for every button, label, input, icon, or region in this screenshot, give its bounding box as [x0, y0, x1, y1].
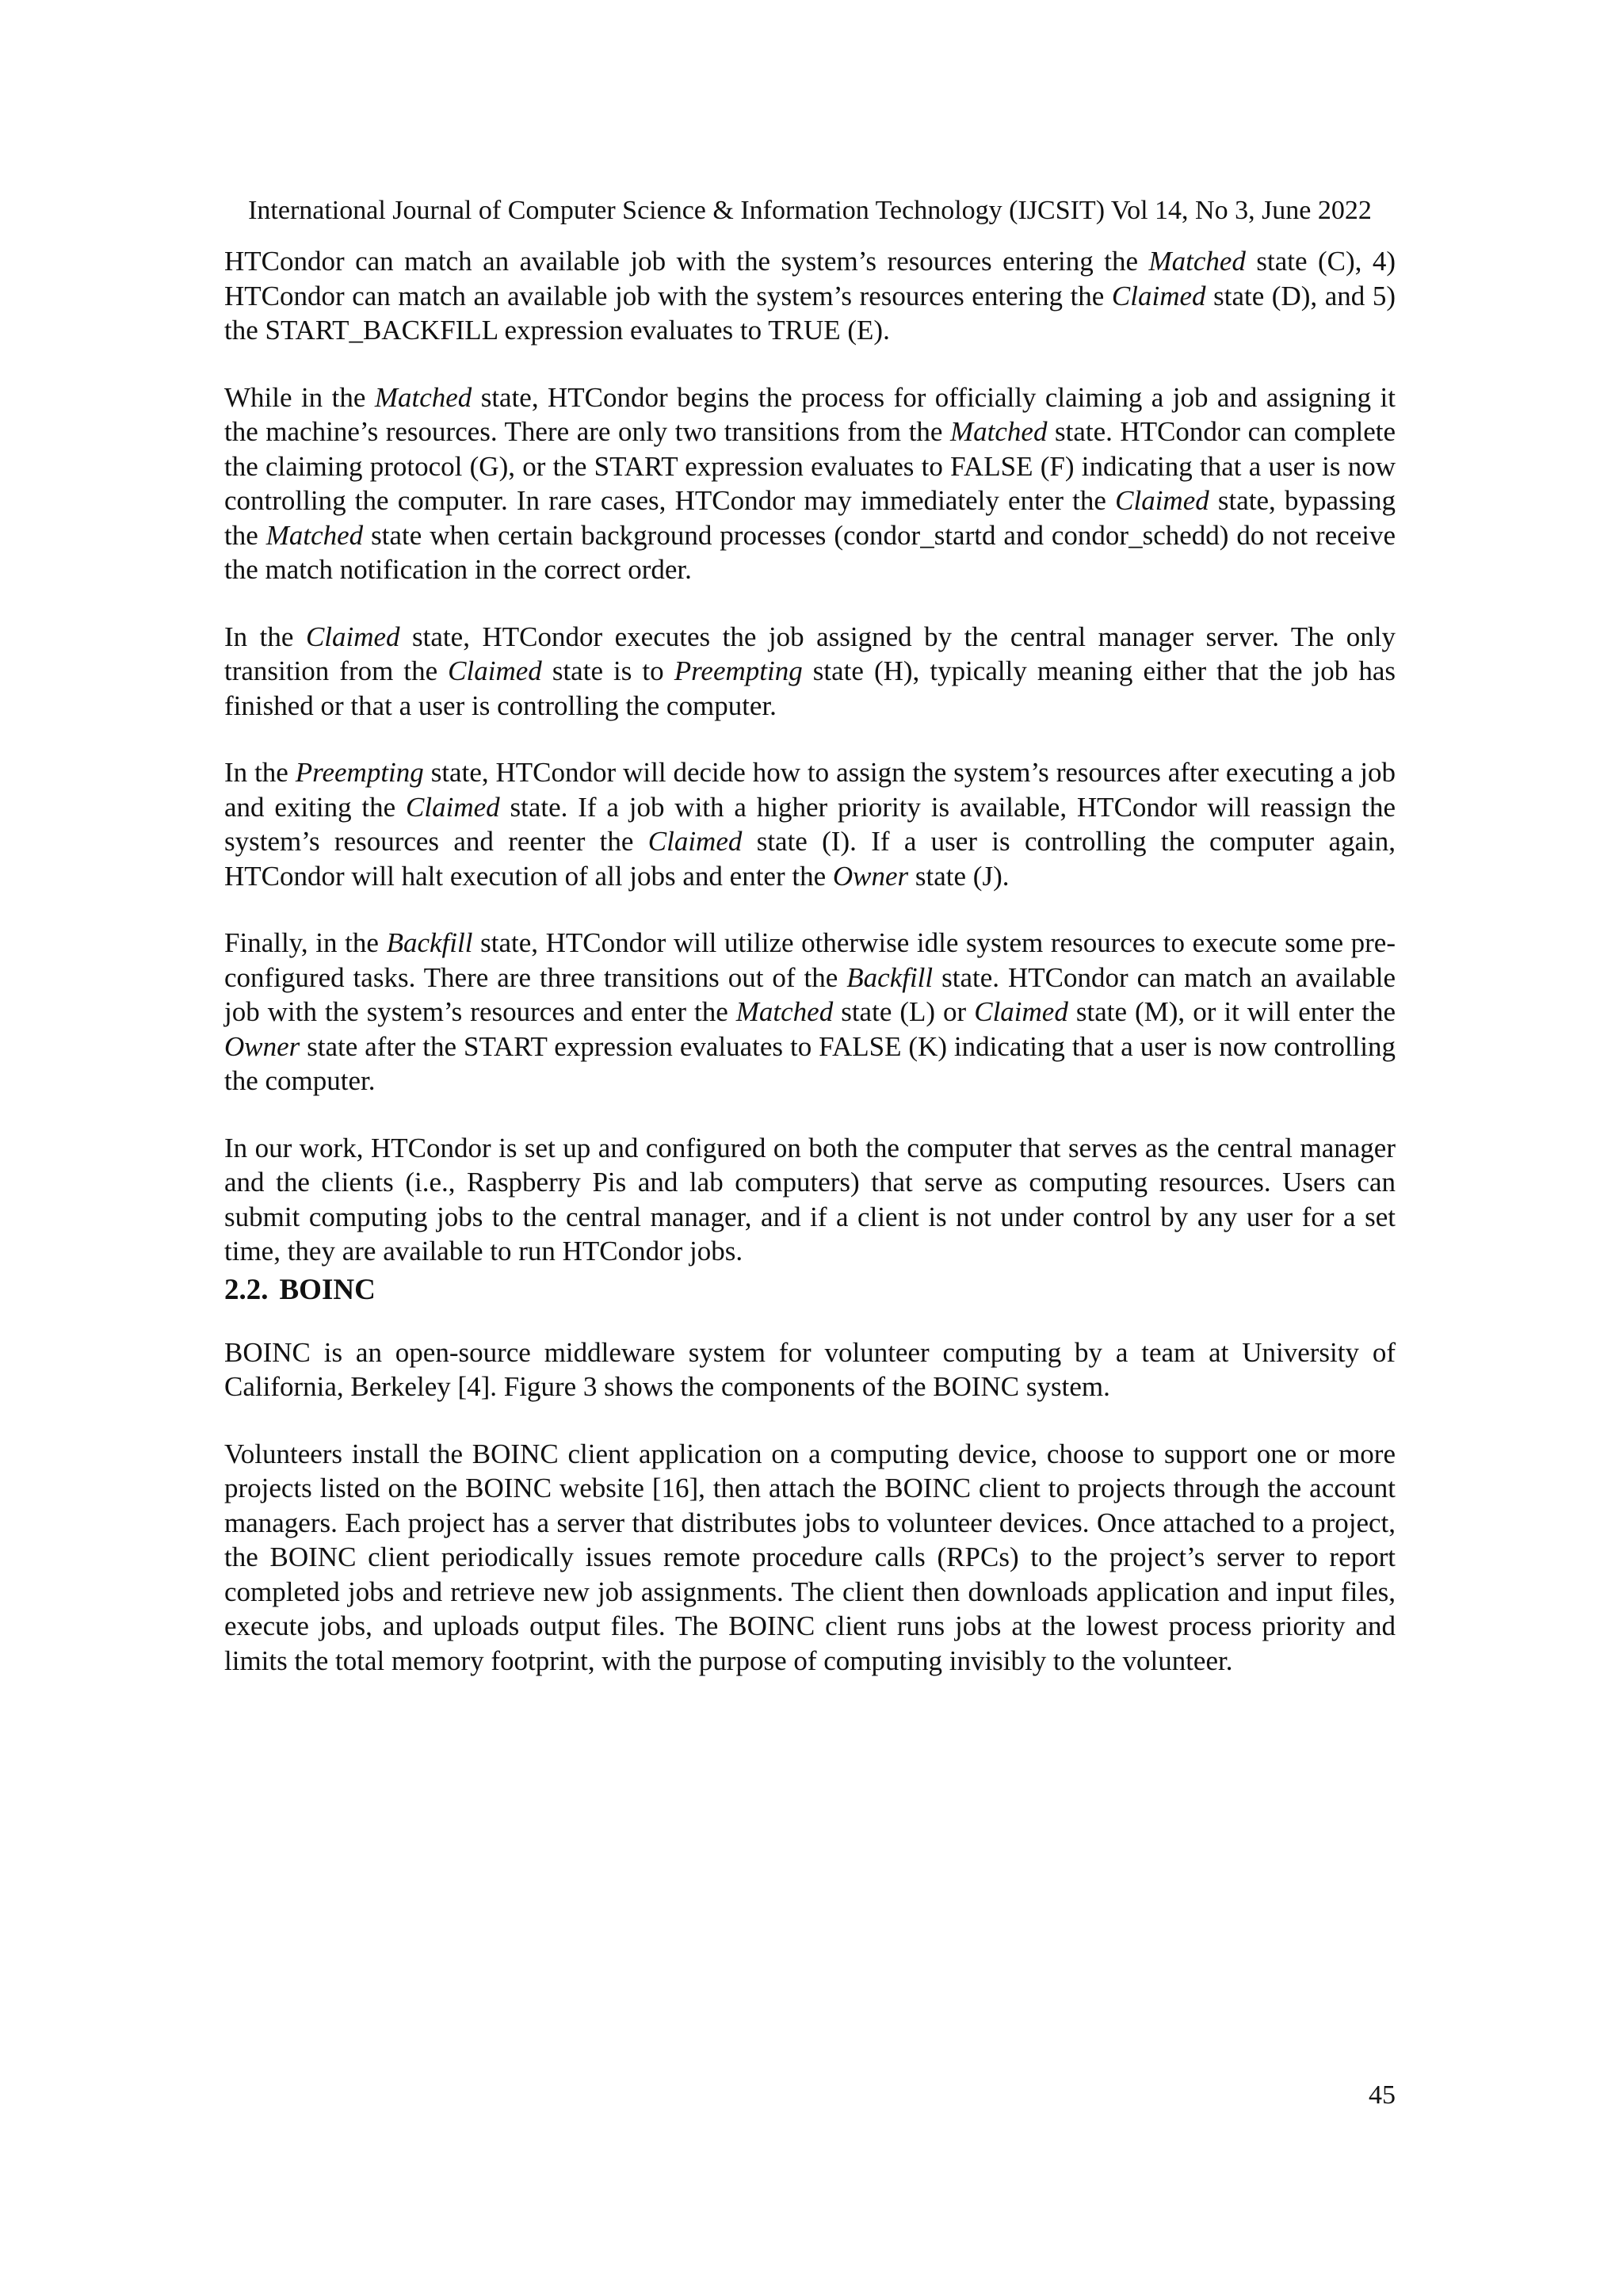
italic-term: Owner: [224, 1030, 300, 1062]
text-run: Finally, in the: [224, 927, 387, 958]
paragraph: [224, 244, 1396, 348]
text-run: state (C), 4) HTCondor can match an available job with the system’s resources entering the: [224, 246, 1396, 311]
text-run: state. HTCondor can match an available job with the system’s resources and enter the: [224, 961, 1396, 1027]
italic-term: Backfill: [386, 927, 473, 958]
section-paragraphs: [224, 1335, 1396, 1679]
text-run: state (L) or: [833, 996, 975, 1027]
text-run: state (H), typically meaning either that the job has finished or that a user is controlling the computer.: [224, 655, 1396, 721]
text-run: state (I). If a user is controlling the computer again, HTCondor will halt execution of all jobs and enter the: [224, 826, 1396, 892]
italic-term: Claimed: [974, 996, 1068, 1027]
paragraph: [224, 1131, 1396, 1269]
text-run: state when certain background processes (condor_startd and condor_schedd) do not receive the match notification in the correct order.: [224, 519, 1396, 585]
italic-term: Matched: [1148, 246, 1246, 277]
italic-term: Matched: [374, 381, 472, 413]
text-run: While in the: [224, 381, 375, 413]
text-run: state (M), or it will enter the: [1067, 996, 1396, 1027]
text-run: state after the START expression evaluates to FALSE (K) indicating that a user is now controlling the computer.: [224, 1030, 1396, 1096]
text-run: state, HTCondor will utilize otherwise idle system resources to execute some pre-configured tasks. There are three transitions out of the: [224, 927, 1396, 993]
paragraph: [224, 755, 1396, 893]
text-run: Volunteers install the BOINC client application on a computing device, choose to support one or more projects listed on the BOINC website [16], then attach the BOINC client to projects through the account managers. Each project has a server that distributes jobs to volunteer devices. Once attached to a project, the BOINC client periodically issues remote procedure calls (RPCs) to the project’s server to report completed jobs and retrieve new job assignments. The client then downloads application and input files, execute jobs, and uploads output files. The BOINC client runs jobs at the lowest process priority and limits the total memory footprint, with the purpose of computing invisibly to the volunteer.: [224, 1438, 1396, 1676]
text-run: state is to: [541, 655, 674, 686]
paragraph: [224, 926, 1396, 1098]
paragraph: [224, 1437, 1396, 1679]
text-run: state, HTCondor executes the job assigned by the central manager server. The only transition from the: [224, 621, 1396, 686]
text-run: state, HTCondor begins the process for officially claiming a job and assigning it the machine’s resources. There are only two transitions from the: [224, 381, 1396, 447]
text-run: In our work, HTCondor is set up and configured on both the computer that serves as the central manager and the clients (i.e., Raspberry Pis and lab computers) that serve as computing resources. Users can submit computing jobs to the central manager, and if a client is not under control by any user for a set time, they are available to run HTCondor jobs.: [224, 1132, 1396, 1266]
paragraph: [224, 620, 1396, 724]
body-paragraphs: [224, 244, 1396, 1269]
italic-term: Claimed: [406, 791, 500, 823]
text-run: state. If a job with a higher priority is available, HTCondor will reassign the system’s resources and reenter the: [224, 791, 1396, 857]
text-run: In the: [224, 757, 296, 788]
text-run: state, bypassing the: [224, 485, 1396, 551]
italic-term: Claimed: [305, 621, 400, 652]
text-run: In the: [224, 621, 306, 652]
italic-term: Claimed: [448, 655, 542, 686]
section-number: 2.2.: [224, 1273, 269, 1306]
italic-term: Owner: [832, 860, 909, 892]
journal-header: International Journal of Computer Science & Information Technology (IJCSIT) Vol 14, No 3, June 2022: [248, 196, 1372, 225]
italic-term: Matched: [265, 519, 364, 551]
section-title: BOINC: [279, 1273, 376, 1306]
italic-term: Claimed: [647, 826, 743, 857]
page-content: [224, 244, 1396, 1678]
italic-term: Preempting: [674, 655, 803, 686]
italic-term: Preempting: [295, 757, 424, 788]
italic-term: Matched: [735, 996, 834, 1027]
section-heading: [224, 1272, 1396, 1308]
italic-term: Claimed: [1111, 280, 1206, 311]
text-run: state. HTCondor can complete the claiming protocol (G), or the START expression evaluates to FALSE (F) indicating that a user is now controlling the computer. In rare cases, HTCondor may immediately enter the: [224, 416, 1396, 516]
italic-term: Claimed: [1115, 485, 1209, 516]
text-run: state (J).: [908, 860, 1010, 892]
page-number: 45: [1369, 2080, 1396, 2110]
italic-term: Backfill: [846, 961, 934, 993]
italic-term: Matched: [950, 416, 1048, 447]
text-run: HTCondor can match an available job with the system’s resources entering the: [224, 246, 1149, 277]
text-run: state (D), and 5) the START_BACKFILL expression evaluates to TRUE (E).: [224, 280, 1396, 346]
paragraph: [224, 380, 1396, 587]
text-run: BOINC is an open-source middleware system for volunteer computing by a team at University of California, Berkeley [4]. Figure 3 shows the components of the BOINC system.: [224, 1336, 1396, 1402]
text-run: state, HTCondor will decide how to assign the system’s resources after executing a job and exiting the: [224, 757, 1396, 823]
paragraph: [224, 1335, 1396, 1404]
